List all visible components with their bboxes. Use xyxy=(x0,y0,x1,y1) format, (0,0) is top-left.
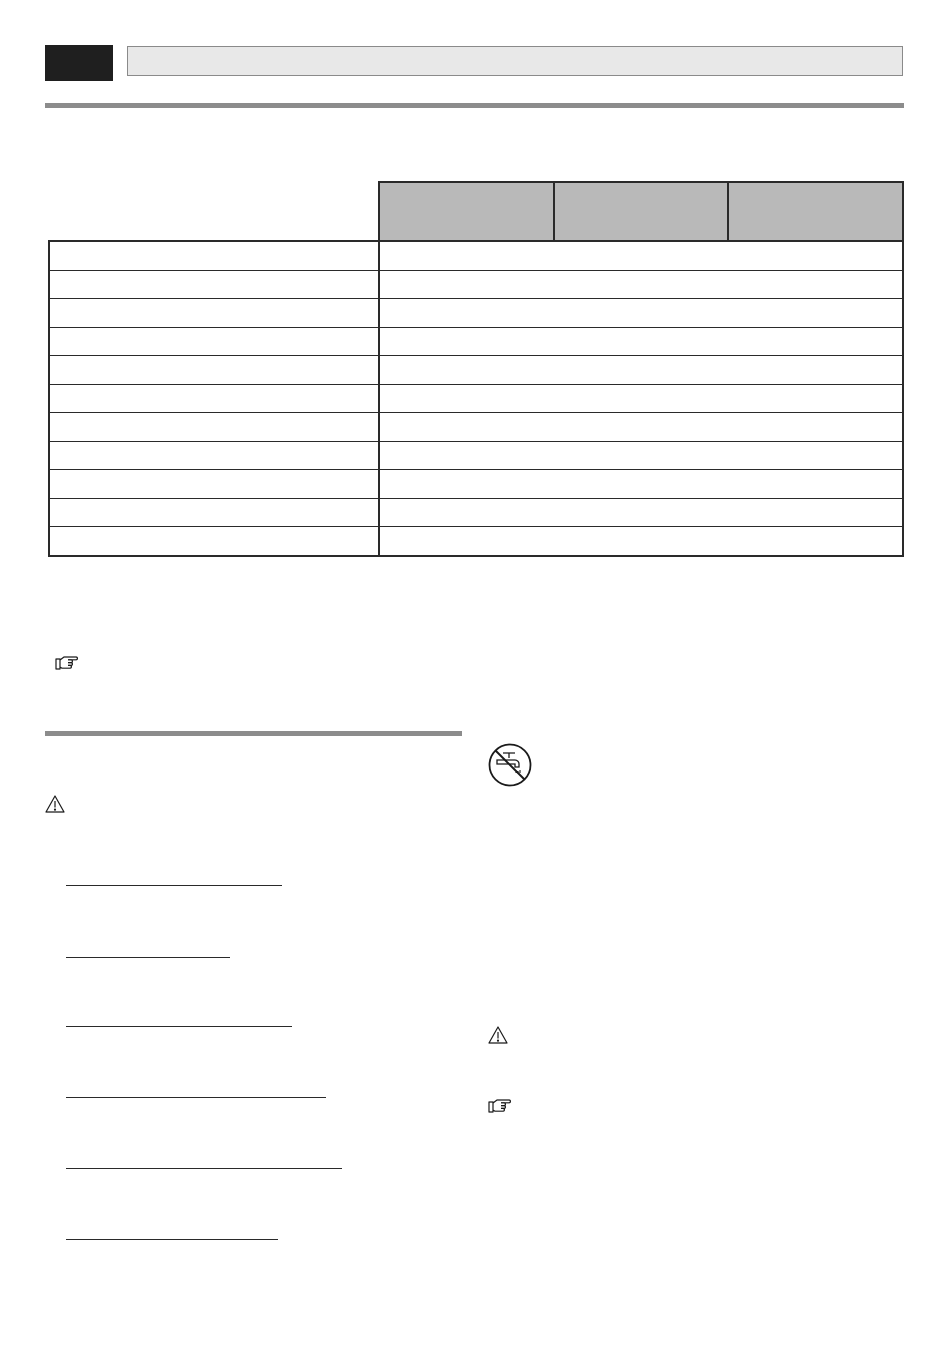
spec-table xyxy=(48,181,904,557)
section-header-bar xyxy=(127,46,903,76)
table-row xyxy=(49,498,903,527)
row-value xyxy=(379,270,903,299)
row-label xyxy=(49,441,379,470)
row-value xyxy=(379,527,903,556)
table-header-blank xyxy=(49,182,379,241)
table-row xyxy=(49,441,903,470)
table-row xyxy=(49,327,903,356)
table-row xyxy=(49,241,903,270)
row-value xyxy=(379,241,903,270)
table-row xyxy=(49,356,903,385)
underlined-heading-rule xyxy=(66,1097,326,1098)
row-value xyxy=(379,384,903,413)
row-label xyxy=(49,527,379,556)
row-label xyxy=(49,356,379,385)
warning-triangle-icon xyxy=(45,795,65,813)
pointing-hand-icon xyxy=(487,1098,511,1114)
warning-triangle-icon xyxy=(488,1026,508,1044)
row-value xyxy=(379,413,903,442)
row-value xyxy=(379,441,903,470)
row-label xyxy=(49,299,379,328)
row-value xyxy=(379,356,903,385)
language-tab xyxy=(45,45,113,81)
table-header-cell xyxy=(379,182,554,241)
table-row xyxy=(49,527,903,556)
pointing-hand-icon xyxy=(54,655,78,671)
row-label xyxy=(49,270,379,299)
table-row xyxy=(49,413,903,442)
row-label xyxy=(49,384,379,413)
table-header-cell xyxy=(554,182,728,241)
section-divider xyxy=(45,731,462,736)
row-label xyxy=(49,498,379,527)
row-value xyxy=(379,327,903,356)
row-label xyxy=(49,413,379,442)
row-value xyxy=(379,299,903,328)
underlined-heading-rule xyxy=(66,1026,292,1027)
table-row xyxy=(49,270,903,299)
table-row xyxy=(49,470,903,499)
table-row xyxy=(49,384,903,413)
row-label xyxy=(49,470,379,499)
table-header-row xyxy=(49,182,903,241)
row-label xyxy=(49,327,379,356)
row-value xyxy=(379,498,903,527)
table-header-cell xyxy=(728,182,903,241)
underlined-heading-rule xyxy=(66,885,282,886)
underlined-heading-rule xyxy=(66,1168,342,1169)
section-divider xyxy=(45,103,904,108)
row-value xyxy=(379,470,903,499)
underlined-heading-rule xyxy=(66,1239,278,1240)
row-label xyxy=(49,241,379,270)
table-row xyxy=(49,299,903,328)
underlined-heading-rule xyxy=(66,957,230,958)
no-water-tap-icon xyxy=(487,742,533,788)
